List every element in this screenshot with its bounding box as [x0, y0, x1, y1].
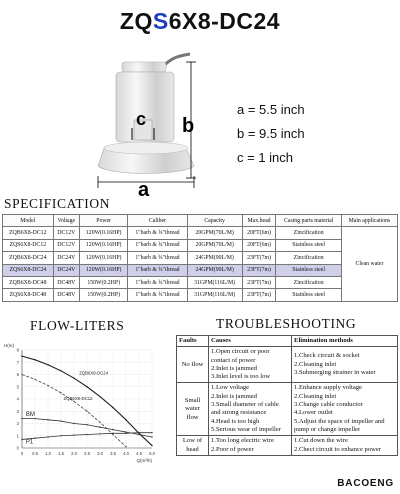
x-tick-label: 5.0	[149, 451, 155, 456]
table-cell: 24GPM(90L/M)	[187, 264, 242, 276]
table-cell: 23FT(7m)	[242, 264, 276, 276]
spec-header-capacity: Capacity	[187, 215, 242, 227]
data-point	[112, 407, 113, 408]
flow-chart	[2, 338, 170, 468]
title-suffix: 6X8-DC24	[168, 8, 281, 34]
table-cell: 120W(0.16HP)	[80, 264, 128, 276]
methods-cell	[292, 347, 398, 383]
product-title	[0, 8, 400, 35]
data-point	[99, 422, 100, 423]
x-tick-label: 0.5	[32, 451, 38, 456]
x-tick-label: 4.0	[123, 451, 129, 456]
data-point	[99, 433, 100, 434]
table-cell: ZQB6X8-DC24	[3, 252, 54, 264]
y-tick-label: 4	[16, 396, 19, 402]
fault-cell: Low of head	[177, 436, 209, 456]
dimension-a: a = 5.5 inch	[237, 102, 305, 117]
application-cell: Clean water	[341, 227, 397, 301]
y-tick-label: 8	[16, 347, 19, 353]
data-point	[47, 385, 48, 386]
table-cell: DC48V	[53, 289, 79, 301]
data-point	[112, 434, 113, 435]
x-tick-label: 2.5	[84, 451, 90, 456]
spec-header-material: Casing parts material	[276, 215, 342, 227]
table-row	[3, 252, 398, 264]
table-cell: 31GPM(116L/M)	[187, 276, 242, 288]
x-tick-label: 4.5	[136, 451, 142, 456]
table-cell: ZQS6X8-DC48	[3, 289, 54, 301]
data-point	[125, 419, 126, 420]
table-row	[3, 276, 398, 288]
x-tick-label: 0	[20, 451, 24, 456]
table-cell: 24GPM(90L/M)	[187, 252, 242, 264]
method-item: 4.Lower outlet	[294, 409, 333, 417]
data-point	[99, 396, 100, 397]
table-cell: Zincification	[276, 252, 342, 264]
y-tick-label: 1	[16, 433, 19, 439]
method-item: 5.Adjust the space of impeller and pump or change impeller	[294, 417, 385, 433]
data-point	[151, 432, 152, 433]
spec-header-maxhead: Max.head	[242, 215, 276, 227]
data-point	[125, 431, 126, 432]
data-point	[138, 432, 139, 433]
table-cell: ZQB6X8-DC48	[3, 276, 54, 288]
data-point	[47, 364, 48, 365]
dim-b-label: b	[182, 115, 195, 137]
cause-item: 5.Serious wear of impeller	[211, 425, 281, 433]
series-label: BM	[25, 412, 35, 419]
data-point	[73, 377, 74, 378]
dimension-list	[237, 98, 305, 170]
data-point	[21, 439, 22, 440]
specification-table	[2, 214, 398, 302]
table-cell: Stainless steel	[276, 264, 342, 276]
y-axis-label: H(m)	[4, 343, 14, 348]
table-cell: Zincification	[276, 227, 342, 239]
x-tick-label: 1.5	[58, 451, 64, 456]
data-point	[151, 436, 152, 437]
troubleshooting-table	[176, 335, 398, 456]
table-row	[3, 227, 398, 239]
methods-cell	[292, 383, 398, 436]
table-cell: Stainless steel	[276, 289, 342, 301]
x-tick-label: 3.5	[110, 451, 116, 456]
data-point	[86, 411, 87, 412]
table-row-highlighted	[3, 264, 398, 276]
dim-c-label: c	[136, 109, 147, 129]
data-point	[21, 418, 22, 419]
y-tick-label: 6	[16, 372, 19, 377]
table-cell: 120W(0.16HP)	[80, 239, 128, 251]
cause-item: 4.Head is too high	[211, 417, 260, 425]
data-point	[21, 355, 22, 356]
fault-cell: Small water flow	[177, 383, 209, 436]
spec-header-application: Main applications	[341, 215, 397, 227]
methods-cell	[292, 436, 398, 456]
method-item: 2.Cleaning inlet	[294, 360, 337, 368]
table-cell: 31GPM(116L/M)	[187, 289, 242, 301]
data-point	[60, 420, 61, 421]
table-cell: DC12V	[53, 227, 79, 239]
causes-cell	[209, 347, 292, 383]
series-label: P1	[25, 439, 34, 446]
table-cell: DC48V	[53, 276, 79, 288]
data-point	[60, 370, 61, 371]
data-point	[125, 446, 126, 447]
cause-item: 1.Too long electric wire	[211, 437, 274, 445]
table-cell: 120W(0.16HP)	[80, 227, 128, 239]
spec-header-model: Model	[3, 215, 54, 227]
table-cell: ZQS6X8-DC24	[3, 264, 54, 276]
series-label: ZQB6X8-DC24	[79, 370, 109, 376]
x-tick-label: 3.0	[97, 451, 103, 456]
data-point	[73, 423, 74, 424]
table-cell: 1"barb & ¾"thread	[128, 264, 187, 276]
table-cell: 23FT(7m)	[242, 276, 276, 288]
y-tick-label: 5	[16, 384, 19, 390]
table-cell: DC12V	[53, 239, 79, 251]
data-point	[112, 429, 113, 430]
cause-item: 2.Inlet is jammed	[211, 392, 257, 400]
data-point	[125, 433, 126, 434]
y-tick-label: 3	[16, 408, 19, 414]
table-cell: 1"barb & ¾"thread	[128, 239, 187, 251]
table-cell: 1"barb & ¾"thread	[128, 252, 187, 264]
causes-cell	[209, 383, 292, 436]
spec-header-voltage: Voltage	[53, 215, 79, 227]
table-cell: 120W(0.16HP)	[80, 252, 128, 264]
x-axis-label: Q(m³/h)	[136, 458, 152, 463]
pump-image	[90, 48, 210, 198]
method-item: 1.Enhance supply voltage	[294, 384, 362, 392]
data-point	[47, 436, 48, 437]
causes-cell	[209, 436, 292, 456]
table-cell: Zincification	[276, 276, 342, 288]
trouble-header-methods: Elimination methods	[292, 336, 398, 347]
data-point	[34, 438, 35, 439]
data-point	[73, 434, 74, 435]
cause-item: 2.Poor of power	[211, 445, 254, 453]
spec-header-caliber: Caliber	[128, 215, 187, 227]
specification-heading: SPECIFICATION	[4, 196, 111, 211]
table-cell: 20GPM(70L/M)	[187, 227, 242, 239]
series-label: ZQB6X8-DC12	[63, 396, 93, 402]
table-row	[177, 347, 398, 383]
brand-logo: BACOENG	[337, 478, 394, 489]
cause-item: 1.Open circuit or poor contact of power	[211, 348, 270, 364]
data-point	[138, 434, 139, 435]
data-point	[99, 426, 100, 427]
data-point	[47, 419, 48, 420]
method-item: 2.Cleaning inlet	[294, 392, 337, 400]
table-cell: 20FT(6m)	[242, 239, 276, 251]
dimension-b: b = 9.5 inch	[237, 126, 305, 141]
table-cell: 20GPM(70L/M)	[187, 239, 242, 251]
trouble-header-faults: Faults	[177, 336, 209, 347]
method-item: 3.Change cable conductor	[294, 401, 363, 409]
dim-a-label: a	[138, 179, 150, 198]
pump-illustration	[90, 48, 210, 198]
trouble-header-causes: Causes	[209, 336, 292, 347]
table-cell: 1"barb & ¾"thread	[128, 227, 187, 239]
flow-chart-svg	[2, 338, 170, 468]
data-point	[112, 433, 113, 434]
data-point	[60, 435, 61, 436]
table-cell: 150W(0.2HP)	[80, 276, 128, 288]
data-point	[34, 379, 35, 380]
y-tick-label: 7	[16, 359, 19, 365]
method-item: 3.Submerging strainer in water	[294, 369, 376, 377]
troubleshooting-heading: TROUBLESHOOTING	[216, 316, 357, 331]
data-point	[151, 445, 152, 446]
cause-item: 2.Inlet is jammed	[211, 364, 257, 372]
table-cell: ZQB6X8-DC12	[3, 227, 54, 239]
cause-item: 3.Inlet level is too low	[211, 373, 271, 381]
fault-cell: No flow	[177, 347, 209, 383]
dimension-c: c = 1 inch	[237, 150, 294, 165]
table-row	[177, 436, 398, 456]
table-cell: 1"barb & ¾"thread	[128, 289, 187, 301]
table-cell: Stainless steel	[276, 239, 342, 251]
table-cell: 23FT(7m)	[242, 289, 276, 301]
table-row	[3, 289, 398, 301]
table-cell: 1"barb & ¾"thread	[128, 276, 187, 288]
y-tick-label: 2	[16, 421, 19, 426]
cause-item: 3.Small diameter of cable and strong resistance	[211, 401, 279, 417]
method-item: 2.Chect circuit to enhance power	[294, 445, 382, 453]
table-row	[3, 239, 398, 251]
table-cell: 23FT(7m)	[242, 252, 276, 264]
table-cell: DC24V	[53, 252, 79, 264]
data-point	[86, 386, 87, 387]
cause-item: 1.Low voltage	[211, 384, 250, 392]
y-tick-label: 0	[16, 445, 19, 451]
data-point	[86, 434, 87, 435]
data-point	[21, 374, 22, 375]
x-tick-label: 2.0	[71, 451, 77, 456]
table-cell: 150W(0.2HP)	[80, 289, 128, 301]
x-tick-label: 1.0	[45, 451, 51, 456]
title-prefix: ZQ	[119, 8, 153, 34]
table-cell: 20FT(6m)	[242, 227, 276, 239]
table-cell: ZQS6X8-DC12	[3, 239, 54, 251]
title-highlight: S	[152, 8, 169, 34]
data-point	[34, 359, 35, 360]
data-point	[86, 424, 87, 425]
data-point	[60, 392, 61, 393]
method-item: 1.Check circuit & socket	[294, 352, 360, 360]
flow-heading: FLOW-LITERS	[30, 318, 125, 333]
method-item: 1.Cut down the wire	[294, 437, 348, 445]
spec-header-power: Power	[80, 215, 128, 227]
table-row	[177, 383, 398, 436]
table-cell: DC24V	[53, 264, 79, 276]
